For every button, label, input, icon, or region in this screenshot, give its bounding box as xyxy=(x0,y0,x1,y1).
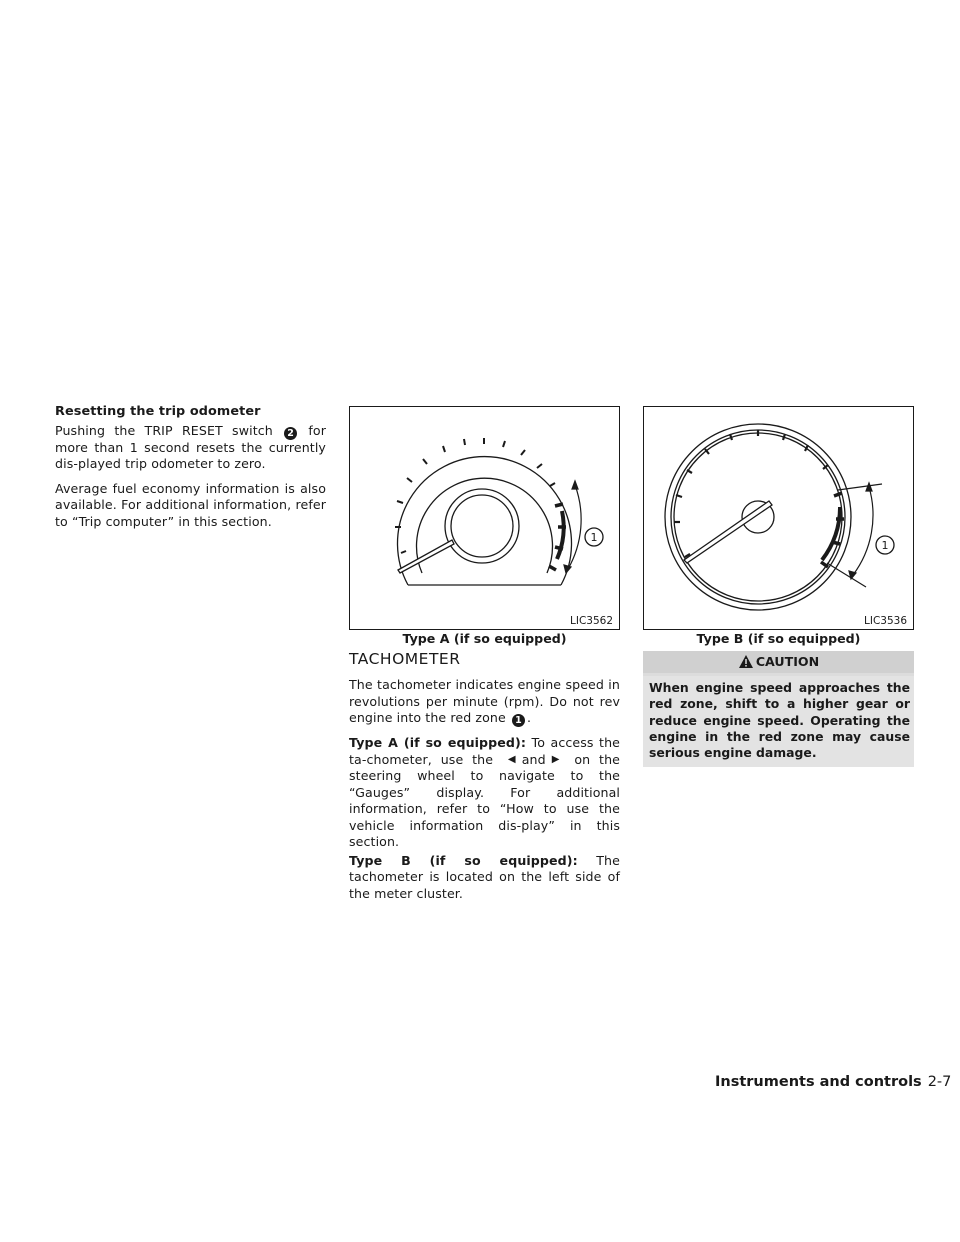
text: To access the ta-chometer, use the xyxy=(349,735,620,767)
text: Pushing the TRIP RESET switch xyxy=(55,422,273,438)
caution-box xyxy=(643,651,914,767)
text: for more than 1 second resets the currently dis-played trip odometer to zero. xyxy=(55,422,327,471)
callout-marker: 1 xyxy=(512,714,525,727)
tachometer-type-b-illustration xyxy=(644,407,913,629)
type-b-label: Type B (if so equipped): xyxy=(349,852,578,868)
tachometer-type-a-illustration xyxy=(350,407,619,629)
text: . xyxy=(526,710,532,725)
caution-header xyxy=(643,651,914,673)
caution-title: CAUTION xyxy=(755,654,820,669)
left-triangle-icon: ◀ xyxy=(507,753,516,765)
text: The tachometer is located on the left side of the meter cluster. xyxy=(349,852,620,901)
callout-label: 1 xyxy=(881,539,889,552)
text: and xyxy=(521,751,546,767)
figure-a-caption: Type A (if so equipped) xyxy=(402,631,567,646)
footer-section: Instruments and controls xyxy=(715,1074,922,1090)
left-column xyxy=(55,404,326,538)
paragraph-type-b xyxy=(349,853,620,903)
page-number: 2-7 xyxy=(927,1074,952,1090)
figure-type-b xyxy=(643,406,914,630)
paragraph-fuel-economy: Average fuel economy information is also available. For additional information, refer to “Trip computer” in this section. xyxy=(55,480,326,529)
paragraph-trip-reset xyxy=(55,423,326,473)
text: on the steering wheel to navigate to the “Gauges” display. For additional information, refer to “How to use the vehicle information dis-play” in this section. xyxy=(349,751,620,849)
page-footer xyxy=(715,1074,951,1090)
type-a-label: Type A (if so equipped): xyxy=(349,735,527,750)
callout-label: 1 xyxy=(590,531,598,544)
figure-type-a xyxy=(349,406,620,630)
text: The tachometer indicates engine speed in revolutions per minute (rpm). Do not rev engine into the red zone xyxy=(349,677,620,725)
warning-triangle-icon xyxy=(738,654,754,669)
paragraph-intro xyxy=(349,677,620,727)
section-heading: Resetting the trip odometer xyxy=(55,404,261,419)
right-triangle-icon: ▶ xyxy=(551,753,560,765)
caution-text: When engine speed approaches the red zone, shift to a higher gear or reduce engine speed. Operating the engine in the red zone may cause serious engine damage. xyxy=(643,676,914,767)
figure-code: LIC3536 xyxy=(864,615,907,627)
figure-code: LIC3562 xyxy=(570,615,613,627)
figure-b-caption: Type B (if so equipped) xyxy=(696,631,861,646)
tachometer-text xyxy=(349,677,620,910)
paragraph-type-a xyxy=(349,735,620,851)
section-title: TACHOMETER xyxy=(349,650,461,668)
callout-marker: 2 xyxy=(284,427,297,440)
